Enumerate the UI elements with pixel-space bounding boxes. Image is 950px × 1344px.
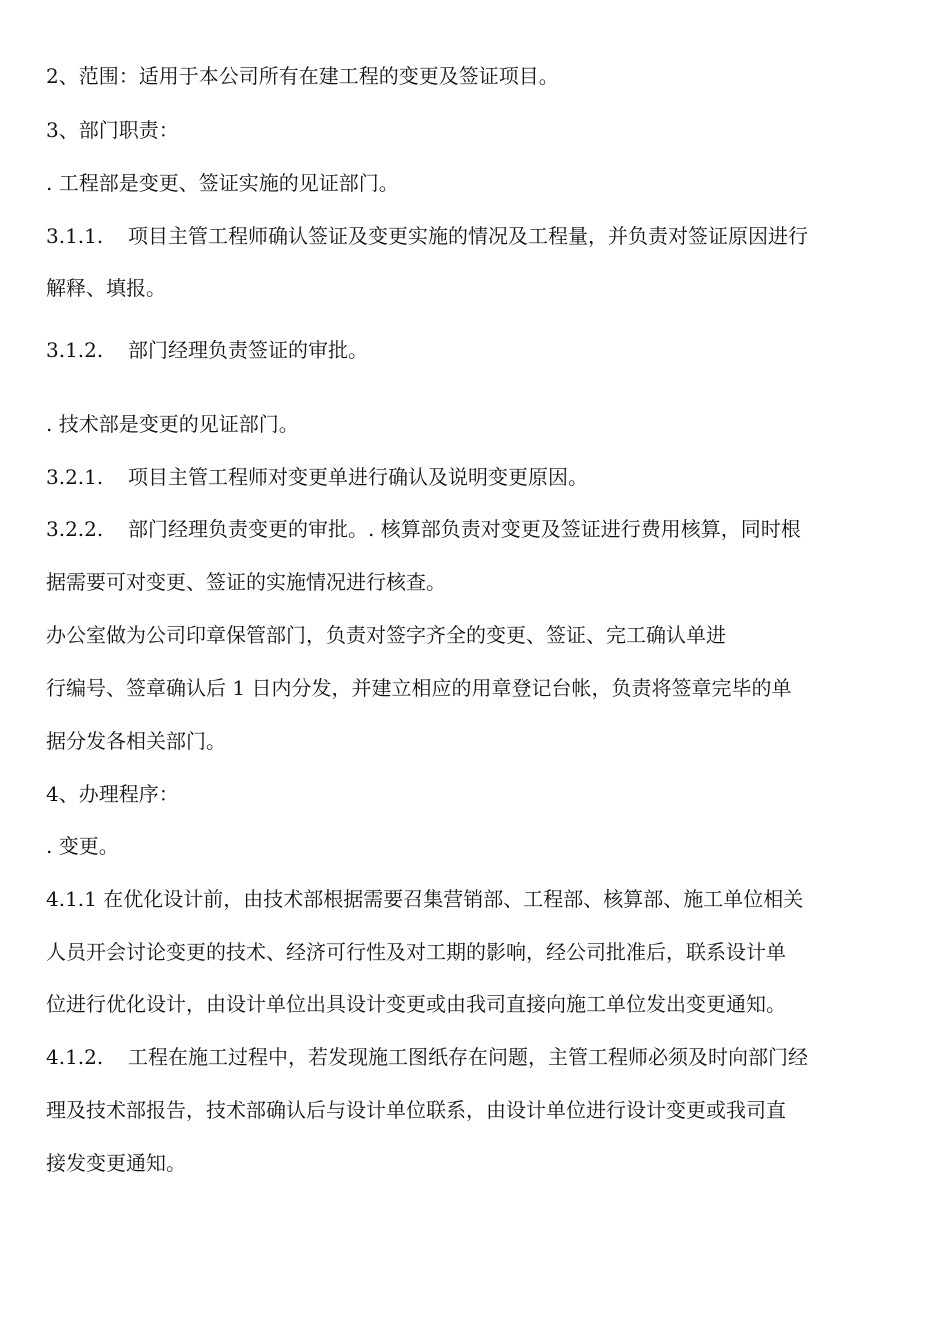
paragraph-line [46,1151,186,1175]
paragraph-line [46,834,119,858]
paragraph-line [46,992,786,1016]
clause-number: 3.2.2. [46,517,104,541]
paragraph-line [46,465,588,489]
line-text: 项目主管工程师对变更单进行确认及说明变更原因。 [128,465,588,489]
line-text: . 技术部是变更的见证部门。 [46,412,299,436]
line-text: 据需要可对变更、签证的实施情况进行核查。 [46,570,446,594]
clause-number: 3.1.1. [46,224,104,248]
paragraph-line [46,729,226,753]
line-text: 理及技术部报告，技术部确认后与设计单位联系，由设计单位进行设计变更或我司直 [46,1098,786,1122]
clause-number: 3.1.2. [46,338,104,362]
line-text: 工程在施工过程中，若发现施工图纸存在问题，主管工程师必须及时向部门经 [128,1045,808,1069]
line-text: 4.1.1 在优化设计前，由技术部根据需要召集营销部、工程部、核算部、施工单位相关 [46,887,804,911]
line-text: 2、范围：适用于本公司所有在建工程的变更及签证项目。 [46,64,559,88]
paragraph-line [46,1098,786,1122]
paragraph-line [46,64,559,88]
paragraph-line [46,676,791,700]
line-text: 行编号、签章确认后 1 日内分发，并建立相应的用章登记台帐，负责将签章完毕的单 [46,676,792,700]
paragraph-line [46,224,808,248]
paragraph-line [46,940,786,964]
paragraph-line [46,276,166,300]
paragraph-line [46,171,399,195]
line-text: . 工程部是变更、签证实施的见证部门。 [46,171,399,195]
clause-number: 4.1.2. [46,1045,104,1069]
clause-number: 3.2.1. [46,465,104,489]
line-text: 部门经理负责变更的审批。. 核算部负责对变更及签证进行费用核算，同时根 [128,517,801,541]
line-text: 办公室做为公司印章保管部门，负责对签字齐全的变更、签证、完工确认单进 [46,623,726,647]
line-text: 人员开会讨论变更的技术、经济可行性及对工期的影响，经公司批准后，联系设计单 [46,940,786,964]
line-text: 部门经理负责签证的审批。 [128,338,368,362]
paragraph-line [46,623,726,647]
paragraph-line [46,118,179,142]
paragraph-line [46,1045,808,1069]
paragraph-line [46,412,299,436]
line-text: . 变更。 [46,834,119,858]
paragraph-line [46,338,368,362]
paragraph-line [46,887,803,911]
line-text: 据分发各相关部门。 [46,729,226,753]
paragraph-line [46,570,446,594]
paragraph-line [46,782,179,806]
line-text: 解释、填报。 [46,276,166,300]
line-text: 项目主管工程师确认签证及变更实施的情况及工程量，并负责对签证原因进行 [128,224,808,248]
line-text: 4、办理程序： [46,782,179,806]
line-text: 3、部门职责： [46,118,179,142]
line-text: 接发变更通知。 [46,1151,186,1175]
paragraph-line [46,517,801,541]
line-text: 位进行优化设计，由设计单位出具设计变更或由我司直接向施工单位发出变更通知。 [46,992,786,1016]
